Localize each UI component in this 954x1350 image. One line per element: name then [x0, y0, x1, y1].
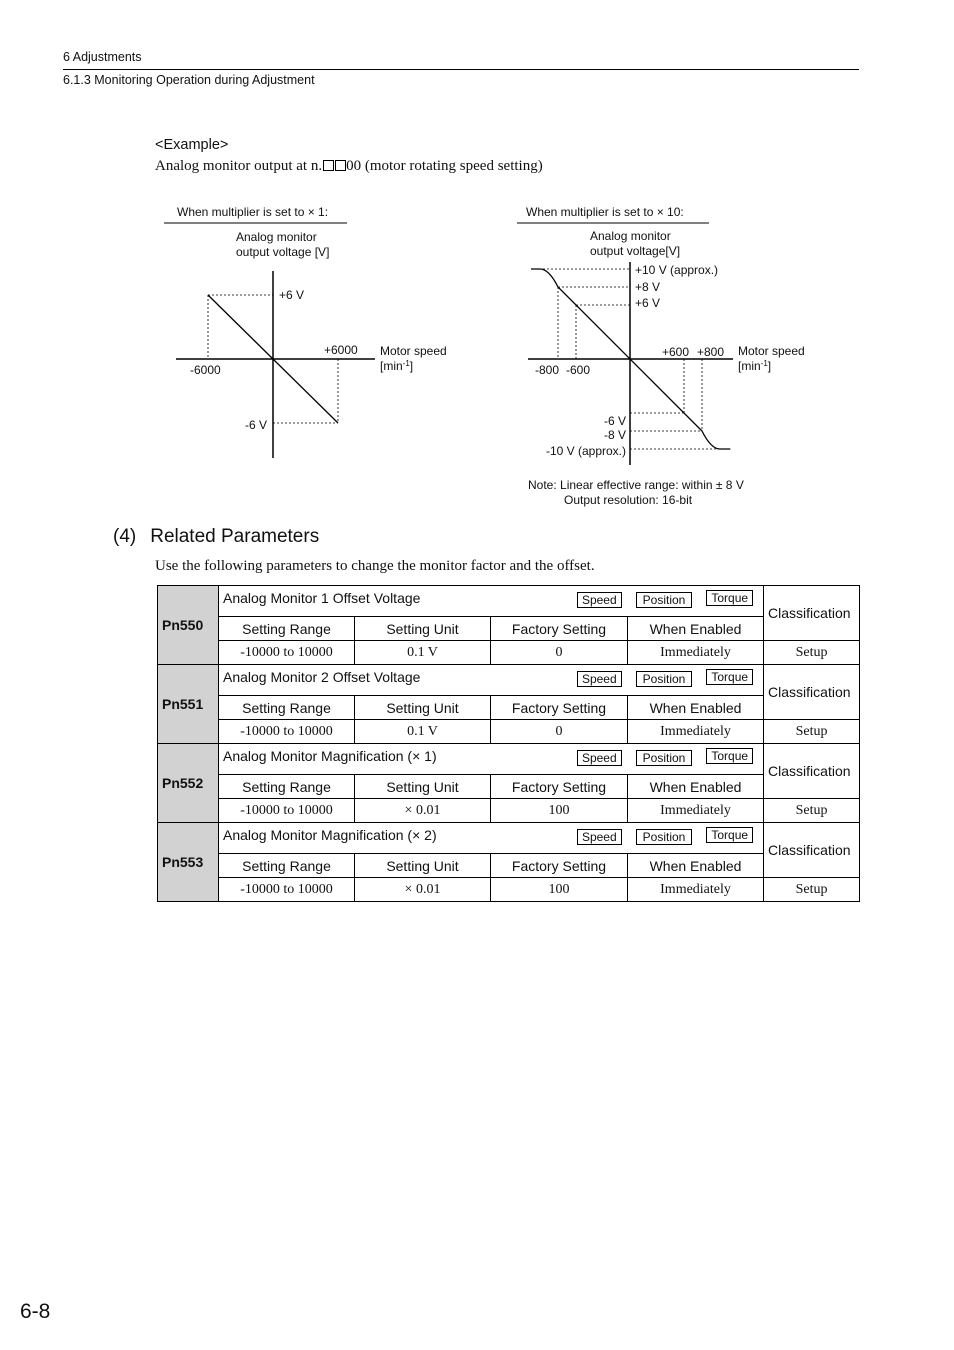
chart1-xunit: $[\min^{-1}]$ — [380, 359, 414, 373]
classification-label: Classification — [764, 823, 860, 878]
value-setting-unit: 0.1 V — [355, 720, 491, 744]
value-factory-setting: 100 — [491, 878, 628, 902]
param-mode-tags — [577, 671, 753, 687]
torque-tag: Torque — [706, 669, 753, 685]
chart1-title: When multiplier is set to × 1: — [177, 205, 329, 219]
chart2-ytick-10: +10 V (approx.) — [635, 263, 719, 277]
chart2-xlabel: Motor speed — [738, 344, 805, 358]
param-header-row — [158, 854, 860, 878]
example-label: <Example> — [155, 137, 229, 153]
position-tag: Position — [636, 671, 693, 687]
speed-tag: Speed — [577, 829, 622, 845]
header-factory-setting: Factory Setting — [491, 617, 628, 641]
classification-label: Classification — [764, 586, 860, 641]
value-setting-unit: 0.1 V — [355, 641, 491, 665]
torque-tag: Torque — [706, 827, 753, 843]
header-setting-range: Setting Range — [219, 696, 355, 720]
header-factory-setting: Factory Setting — [491, 696, 628, 720]
classification-label: Classification — [764, 744, 860, 799]
torque-tag: Torque — [706, 590, 753, 606]
param-value-row — [158, 799, 860, 823]
param-mode-tags — [577, 750, 753, 766]
value-setting-unit: × 0.01 — [355, 799, 491, 823]
speed-tag: Speed — [577, 592, 622, 608]
chart2-xtick-pos600: +600 — [662, 345, 690, 359]
chart2-xtick-pos800: +800 — [697, 345, 725, 359]
speed-tag: Speed — [577, 750, 622, 766]
chart-note-1: Note: Linear effective range: within ± 8 V — [528, 478, 744, 492]
value-factory-setting: 100 — [491, 799, 628, 823]
value-classification: Setup — [764, 720, 860, 744]
header-factory-setting: Factory Setting — [491, 775, 628, 799]
value-classification: Setup — [764, 799, 860, 823]
section-title — [113, 526, 333, 548]
param-value-row — [158, 641, 860, 665]
param-value-row — [158, 720, 860, 744]
param-name: Analog Monitor 2 Offset Voltage — [223, 669, 421, 685]
header-setting-range: Setting Range — [219, 775, 355, 799]
chart1-xlabel: Motor speed — [380, 344, 447, 358]
chapter-header: 6 Adjustments — [63, 50, 142, 64]
param-header-row — [158, 696, 860, 720]
value-setting-range: -10000 to 10000 — [219, 641, 355, 665]
chart1-ylabel-2: output voltage [V] — [236, 245, 330, 259]
param-name-row — [158, 586, 860, 617]
param-header-row — [158, 617, 860, 641]
chart1-ytick-pos: +6 V — [279, 288, 305, 302]
example-text-prefix: Analog monitor output at n. — [155, 158, 323, 174]
chart2-ytick-neg10: -10 V (approx.) — [545, 444, 626, 458]
param-name-cell — [219, 744, 764, 775]
param-mode-tags — [577, 829, 753, 845]
analog-monitor-charts — [0, 0, 954, 520]
param-name-row — [158, 823, 860, 854]
section-number: (4) — [113, 526, 137, 547]
header-when-enabled: When Enabled — [628, 617, 764, 641]
value-setting-range: -10000 to 10000 — [219, 878, 355, 902]
section-title-text: Related Parameters — [150, 526, 320, 547]
chart2-ytick-8: +8 V — [635, 280, 661, 294]
section-header: 6.1.3 Monitoring Operation during Adjustment — [63, 73, 315, 87]
header-when-enabled: When Enabled — [628, 854, 764, 878]
header-when-enabled: When Enabled — [628, 775, 764, 799]
value-factory-setting: 0 — [491, 720, 628, 744]
param-number: Pn550 — [158, 586, 219, 665]
chart2-ytick-neg8: -8 V — [603, 428, 626, 442]
chart2-xunit: $[\min^{-1}]$ — [738, 359, 772, 373]
chart2-ylabel-1: Analog monitor — [590, 229, 671, 243]
chart2-ytick-neg6: -6 V — [603, 414, 626, 428]
chart2-ylabel-2: output voltage[V] — [590, 244, 681, 258]
header-setting-range: Setting Range — [219, 617, 355, 641]
speed-tag: Speed — [577, 671, 622, 687]
value-when-enabled: Immediately — [628, 720, 764, 744]
param-number: Pn553 — [158, 823, 219, 902]
value-factory-setting: 0 — [491, 641, 628, 665]
value-setting-range: -10000 to 10000 — [219, 720, 355, 744]
chart1-xtick-pos: +6000 — [324, 343, 358, 357]
param-name-cell — [219, 823, 764, 854]
chart2-xtick-neg800: -800 — [535, 363, 560, 377]
param-name-row — [158, 744, 860, 775]
param-name-cell — [219, 665, 764, 696]
chart2-ytick-6: +6 V — [635, 296, 661, 310]
value-when-enabled: Immediately — [628, 799, 764, 823]
header-when-enabled: When Enabled — [628, 696, 764, 720]
position-tag: Position — [636, 829, 693, 845]
header-setting-unit: Setting Unit — [355, 696, 491, 720]
chart1-ylabel-1: Analog monitor — [236, 230, 317, 244]
param-name-row — [158, 665, 860, 696]
param-header-row — [158, 775, 860, 799]
value-classification: Setup — [764, 878, 860, 902]
header-setting-unit: Setting Unit — [355, 775, 491, 799]
param-name: Analog Monitor Magnification (× 2) — [223, 827, 437, 843]
header-setting-unit: Setting Unit — [355, 854, 491, 878]
param-number: Pn552 — [158, 744, 219, 823]
param-name: Analog Monitor 1 Offset Voltage — [223, 590, 421, 606]
related-parameters-table — [157, 585, 860, 902]
chart2-xtick-neg600: -600 — [566, 363, 591, 377]
param-mode-tags — [577, 592, 753, 608]
value-setting-unit: × 0.01 — [355, 878, 491, 902]
value-setting-range: -10000 to 10000 — [219, 799, 355, 823]
position-tag: Position — [636, 592, 693, 608]
chart-x10 — [517, 205, 805, 507]
chart-note-2: Output resolution: 16-bit — [564, 493, 693, 507]
chart1-xtick-neg: -6000 — [190, 363, 221, 377]
section-text: Use the following parameters to change the monitor factor and the offset. — [155, 558, 595, 574]
header-setting-unit: Setting Unit — [355, 617, 491, 641]
header-setting-range: Setting Range — [219, 854, 355, 878]
param-name: Analog Monitor Magnification (× 1) — [223, 748, 437, 764]
param-value-row — [158, 878, 860, 902]
page-number: 6-8 — [20, 1300, 51, 1323]
chart-x1 — [164, 205, 447, 458]
value-when-enabled: Immediately — [628, 641, 764, 665]
example-text-suffix: 00 (motor rotating speed setting) — [346, 158, 543, 174]
position-tag: Position — [636, 750, 693, 766]
param-name-cell — [219, 586, 764, 617]
value-classification: Setup — [764, 641, 860, 665]
chart2-title: When multiplier is set to × 10: — [526, 205, 684, 219]
torque-tag: Torque — [706, 748, 753, 764]
classification-label: Classification — [764, 665, 860, 720]
header-factory-setting: Factory Setting — [491, 854, 628, 878]
param-number: Pn551 — [158, 665, 219, 744]
chart1-ytick-neg: -6 V — [245, 418, 268, 432]
value-when-enabled: Immediately — [628, 878, 764, 902]
